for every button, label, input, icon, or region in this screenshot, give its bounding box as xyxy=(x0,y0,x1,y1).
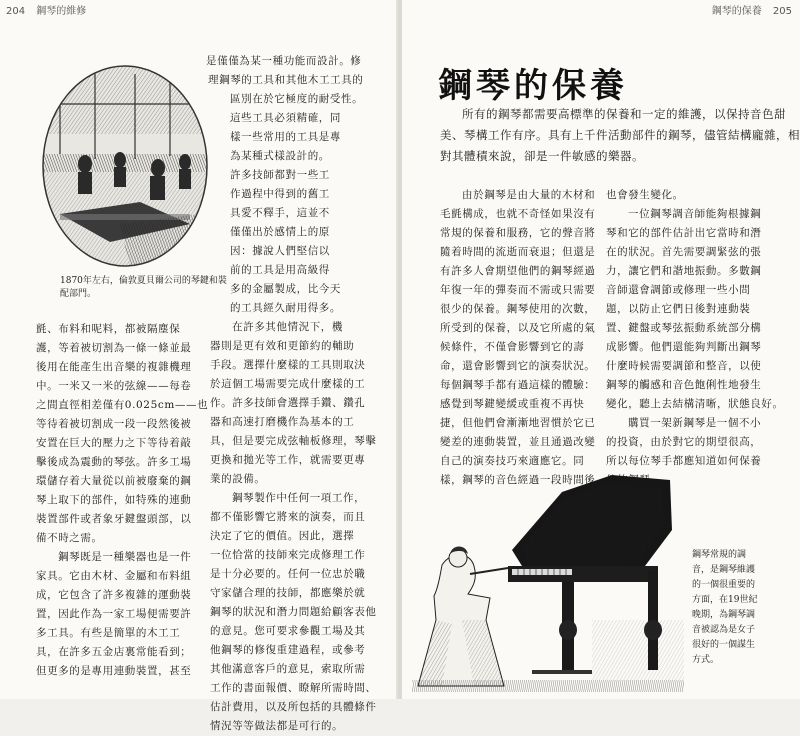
text-line: 護，等着被切割為一條一條並最 xyxy=(36,342,192,354)
chapter-title: 鋼琴的保養 xyxy=(438,66,628,106)
text-line: 決定了它的價值。因此，選擇 xyxy=(210,530,355,542)
text-line: 的意見。您可要求參觀工場及其 xyxy=(210,625,366,637)
text-line: 區別在於它極度的耐受性。 xyxy=(230,93,364,105)
text-line: 作。許多技師會選擇手鑽、鑽孔 xyxy=(210,397,366,409)
text-line: 因：據說人們堅信以 xyxy=(230,245,330,257)
right-caption-line: 音，是鋼琴維護 xyxy=(692,565,756,575)
text-line: 鋼琴既是一種樂器也是一件 xyxy=(58,551,192,563)
text-line: 但更多的是專用連動裝置，甚至 xyxy=(36,665,192,677)
text-line: 很少的保養。鋼琴使用的次數， xyxy=(440,303,596,315)
text-line: 的工具經久耐用得多。 xyxy=(230,302,341,314)
text-line: 器和高速打磨機作為基本的工 xyxy=(210,416,355,428)
text-line: 具，在許多五金店裏常能看到； xyxy=(36,646,192,658)
text-line: 成影響。他們還能夠判斷出鋼琴 xyxy=(606,341,762,353)
text-line: 也會發生變化。 xyxy=(606,189,684,201)
text-line: 多工具。有些是簡單的木工工 xyxy=(36,627,181,639)
right-running-title: 鋼琴的保養 xyxy=(711,6,762,17)
text-line: 樣一些常用的工具是專 xyxy=(230,131,341,143)
text-line: 候條件，不僅會影響到它的壽 xyxy=(440,341,585,353)
left-page xyxy=(0,0,398,732)
text-line: 鋼琴的觸感和音色飽俐性地發生 xyxy=(606,379,762,391)
text-line: 題，以防止它們日後對連動裝 xyxy=(606,303,751,315)
text-line: 在許多其他情況下，機 xyxy=(232,321,343,333)
right-figure-caption xyxy=(692,548,757,668)
text-line: 所以每位琴手都應知道如何保養 xyxy=(606,455,762,467)
text-line: 前的工具是用高級得 xyxy=(230,264,330,276)
text-line: 工作的書面報價、瞭解所需時間、 xyxy=(210,682,377,694)
text-line: 命，還會影響到它的演奏狀況。 xyxy=(440,360,596,372)
text-line: 其他滿意客戶的意見，索取所需 xyxy=(210,663,366,675)
text-line: 變化，聽上去結構清晰，狀態良好。 xyxy=(606,398,784,410)
text-line: 裝置部件或者象牙鍵盤頭部，以 xyxy=(36,513,192,525)
right-caption-line: 很好的一個謀生 xyxy=(692,640,756,650)
text-line: 都不僅影響它將來的演奏，而且 xyxy=(210,511,366,523)
left-page-column-right xyxy=(206,52,377,736)
text-line: 為某種式樣設計的。 xyxy=(230,150,330,162)
text-line: 力，讓它們和諧地振動。多數鋼 xyxy=(606,265,762,277)
text-line: 氈、布料和呢料，都被隔塵保 xyxy=(36,323,181,335)
right-caption-line: 方式。 xyxy=(692,655,720,665)
text-line: 業的設備。 xyxy=(210,473,266,485)
text-line: 常規的保養和服務，它的聲音將 xyxy=(440,227,596,239)
text-line: 中。一米又一米的弦線——每卷 xyxy=(36,380,192,392)
right-page-column-right xyxy=(606,186,784,490)
text-line: 守家儲合理的技師，都應樂於就 xyxy=(210,587,366,599)
text-line: 安置在巨大的壓力之下等待着敲 xyxy=(36,437,192,449)
right-page-column-left xyxy=(440,186,595,490)
text-line: 每個鋼琴手都有過這樣的體驗： xyxy=(440,379,596,391)
text-line: 具愛不釋手，這並不 xyxy=(230,207,330,219)
left-running-head xyxy=(6,2,86,17)
chapter-intro xyxy=(440,104,800,167)
left-page-column-left xyxy=(36,320,208,681)
text-line: 什麼時候需要調節和整音，以使 xyxy=(606,360,762,372)
text-line: 自己的演奏技巧來適應它。同 xyxy=(440,455,585,467)
left-page-number: 204 xyxy=(6,6,26,17)
text-line: 是僅僅為某一種功能而設計。修 xyxy=(206,55,362,67)
text-line: 在的狀況。首先需要調緊弦的張 xyxy=(606,246,762,258)
text-line: 環儲存着大量從以前被廢棄的鋼 xyxy=(36,475,192,487)
intro-line: 美、琴構工作有序。具有上千件活動部件的鋼琴，儘管結構龐雜，相 xyxy=(440,128,800,142)
text-line: 一位鋼琴調音師能夠根據鋼 xyxy=(628,208,762,220)
right-caption-line: 的一個很重要的 xyxy=(692,580,756,590)
text-line: 隨着時間的流逝而衰退；但還是 xyxy=(440,246,596,258)
text-line: 估計費用，以及所包括的具體條件 xyxy=(210,701,377,713)
text-line: 僅僅出於感情上的原 xyxy=(230,226,330,238)
text-line: 的投資，由於對它的期望很高， xyxy=(606,436,762,448)
text-line: 這些工具必須精確，同 xyxy=(230,112,341,124)
text-line: 鋼琴製作中任何一項工作， xyxy=(232,492,366,504)
text-line: 後用在能產生出音樂的複雜機理 xyxy=(36,361,192,373)
right-caption-line: 方面，在19世紀 xyxy=(692,595,758,605)
intro-line: 對其體積來說，卻是一件敏感的樂器。 xyxy=(440,149,644,163)
text-line: 手段。選擇什麼樣的工具則取決 xyxy=(210,359,366,371)
right-caption-line: 鋼琴常規的調 xyxy=(692,550,747,560)
text-line: 琴上取下的部件，如特殊的連動 xyxy=(36,494,192,506)
text-line: 置、鍵盤或琴弦振動系統部分構 xyxy=(606,322,762,334)
text-line: 捷，但他們會漸漸地習慣於它已 xyxy=(440,417,596,429)
text-line: 擊後成為震動的琴弦。許多工場 xyxy=(36,456,192,468)
text-line: 具，但是要完成弦軸板修理，琴擊 xyxy=(210,435,377,447)
left-running-title: 鋼琴的維修 xyxy=(36,6,87,17)
text-line: 許多技師都對一些工 xyxy=(230,169,330,181)
text-line: 器則是更有效和更節約的輔助 xyxy=(210,340,355,352)
text-line: 更換和拋光等工作，就需要更專 xyxy=(210,454,366,466)
text-line: 他鋼琴的修復重建過程，或參考 xyxy=(210,644,366,656)
text-line: 多的金屬製成，比今天 xyxy=(230,283,341,295)
text-line: 一位恰當的技師來完成修理工作 xyxy=(210,549,366,561)
text-line: 是十分必要的。任何一位忠於職 xyxy=(210,568,366,580)
text-line: 鋼琴的狀況和潛力問題給顧客表他 xyxy=(210,606,377,618)
text-line: 購買一架新鋼琴是一個不小 xyxy=(628,417,762,429)
text-line: 琴和它的部件估計出它當時和潛 xyxy=(606,227,762,239)
text-line: 感覺到琴鍵變緩或重複不再快 xyxy=(440,398,585,410)
left-caption-line: 1870年左右，倫敦夏貝爾公司的琴鍵和裝 xyxy=(60,276,227,286)
right-page-number: 205 xyxy=(772,6,792,17)
text-line: 成，它包含了許多複雜的運動裝 xyxy=(36,589,192,601)
left-figure-caption xyxy=(60,275,227,301)
text-line: 置，因此作為一家工場便需要許 xyxy=(36,608,192,620)
intro-line: 所有的鋼琴都需要高標準的保養和一定的維護，以保持音色甜 xyxy=(462,107,786,121)
text-line: 之間直徑相差僅有0.025cm——也 xyxy=(36,399,209,411)
text-line: 情況等等做法都是可行的。 xyxy=(210,720,344,732)
text-line: 於這個工場需要完成什麼樣的工 xyxy=(210,378,366,390)
text-line: 所受到的保養，以及它所處的氣 xyxy=(440,322,596,334)
text-line: 家具。它由木材、金屬和布料組 xyxy=(36,570,192,582)
text-line: 毛氈構成，也就不奇怪如果沒有 xyxy=(440,208,596,220)
text-line: 音師還會調節或修理一些小問 xyxy=(606,284,751,296)
text-line: 樣，鋼琴的音色經過一段時間後 xyxy=(440,474,596,486)
text-line: 有許多人會期望他們的鋼琴經過 xyxy=(440,265,596,277)
right-caption-line: 晚期，為鋼琴調 xyxy=(692,610,756,620)
text-line: 作過程中得到的舊工 xyxy=(230,188,330,200)
right-running-head xyxy=(712,2,792,17)
left-caption-line: 配部門。 xyxy=(60,289,97,299)
workshop-engraving-illustration xyxy=(40,64,210,268)
text-line: 年復一年的彈奏而不需或只需要 xyxy=(440,284,596,296)
piano-tuner-engraving-illustration xyxy=(412,470,684,692)
text-line: 等待着被切割成一段一段然後被 xyxy=(36,418,192,430)
text-line: 變差的連動裝置，並且通過改變 xyxy=(440,436,596,448)
right-caption-line: 音被認為是女子 xyxy=(692,625,756,635)
text-line: 備不時之需。 xyxy=(36,532,103,544)
text-line: 理鋼琴的工具和其他木工工具的 xyxy=(208,74,364,86)
text-line: 由於鋼琴是由大量的木材和 xyxy=(462,189,596,201)
